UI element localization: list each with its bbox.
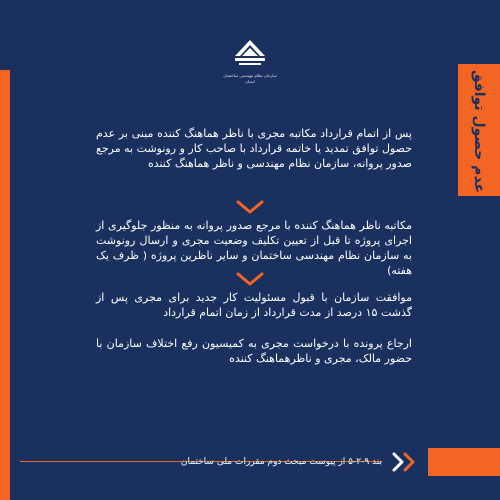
side-tab <box>458 64 500 196</box>
step-2-text: مکاتبه ناظر هماهنگ کننده با مرجع صدور پروانه به منظور جلوگیری از اجرای پروژه تا قبل از تعیین تکلیف وضعیت مجری و ارسال رونوشت به سازمان نظام مهندسی ساختمان و سایر ناظرین پروژه ( ظرف یک هفته) <box>96 219 412 277</box>
left-accent-strip <box>0 70 10 500</box>
logo-caption-line-2: استان <box>245 80 255 84</box>
logo-caption-line-1: سازمان نظام مهندسی ساختمان <box>223 74 277 78</box>
step-1-text: پس از اتمام قرارداد مکاتبه مجری با ناظر هماهنگ کننده مبنی بر عدم حصول توافق تمدید یا خاتمه قرارداد با صاحب کار و رونوشت به مرجع صدور پروانه، سازمان نظام مهندسی و ناظر هماهنگ کننده <box>96 127 412 170</box>
chevron-down-icon <box>235 200 265 214</box>
building-logo-icon <box>233 34 267 68</box>
footer-reference: بند ۹-۲-۵ از پیوست مبحث دوم مقررات ملی ساختمان <box>180 457 382 467</box>
logo-caption-line-3 <box>222 86 278 90</box>
step-4-text: ارجاع پرونده با درخواست مجری به کمیسیون رفع اختلاف سازمان با حضور مالک، مجری و ناظرهماهنگ کننده <box>96 337 412 365</box>
double-chevron-right-icon <box>390 450 422 474</box>
side-tab-label: عدم حصول توافق <box>471 70 487 194</box>
logo <box>220 34 280 96</box>
footer-accent-block <box>428 448 500 476</box>
chevron-down-icon <box>235 272 265 286</box>
step-3-text: موافقت سازمان با قبول مسئولیت کار جدید برای مجری پس از گذشت ۱۵ درصد از مدت قرارداد از زمان اتمام قرارداد <box>96 291 412 319</box>
